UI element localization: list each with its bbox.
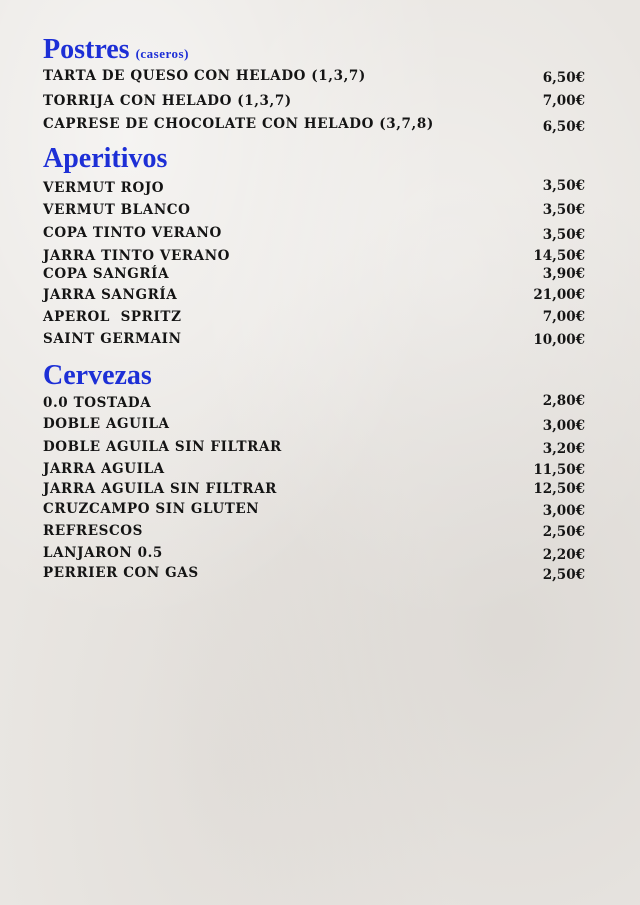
menu-item [43, 200, 585, 220]
menu-item-price: 6,50€ [542, 119, 585, 135]
menu-item-price: 2,50€ [542, 524, 585, 540]
menu-item-price: 14,50€ [533, 248, 585, 264]
menu-item-price: 2,50€ [542, 567, 585, 583]
section-title-cervezas [43, 360, 152, 392]
menu-item [43, 479, 585, 499]
menu-item [43, 521, 585, 541]
menu-item-price: 3,50€ [542, 202, 585, 218]
menu-item [43, 178, 585, 198]
menu-item-name: CAPRESE DE CHOCOLATE CON HELADO (3,7,8) [43, 116, 434, 132]
menu-item-name: TARTA DE QUESO CON HELADO (1,3,7) [43, 68, 366, 84]
section-title-aperitivos [43, 143, 167, 175]
menu-item-name: REFRESCOS [43, 523, 144, 539]
menu-item [43, 91, 585, 111]
menu-item-name: DOBLE AGUILA [43, 416, 170, 432]
section-title-text: Cervezas [43, 360, 152, 391]
menu-item-price: 7,00€ [542, 309, 585, 325]
menu-item [43, 246, 585, 266]
menu-item-name: VERMUT BLANCO [43, 202, 191, 218]
menu-item-name: JARRA SANGRÍA [43, 287, 178, 303]
menu-item [43, 459, 585, 479]
menu-item-price: 2,20€ [542, 547, 585, 563]
menu-item-price: 21,00€ [533, 287, 585, 303]
menu-item-name: JARRA AGUILA SIN FILTRAR [43, 481, 277, 497]
section-title-text: Aperitivos [43, 143, 168, 174]
menu-item [43, 66, 585, 86]
menu-item [43, 114, 585, 134]
menu-item [43, 563, 585, 583]
menu-item-price: 11,50€ [533, 462, 585, 478]
menu-item-name: VERMUT ROJO [43, 180, 165, 196]
menu-item-price: 3,90€ [542, 266, 585, 282]
menu-item-name: TORRIJA CON HELADO (1,3,7) [43, 93, 292, 109]
menu-item-price: 3,50€ [542, 178, 585, 194]
menu-item-price: 3,00€ [542, 418, 585, 434]
menu-item-price: 2,80€ [542, 393, 585, 409]
menu-item [43, 543, 585, 563]
menu-item-price: 7,00€ [542, 93, 585, 109]
menu-item [43, 393, 585, 413]
menu-item [43, 329, 585, 349]
menu-item-name: COPA TINTO VERANO [43, 225, 222, 241]
menu-item-name: SAINT GERMAIN [43, 331, 182, 347]
section-title-text: Postres [43, 34, 130, 65]
menu-item [43, 285, 585, 305]
menu-item-name: JARRA TINTO VERANO [43, 248, 231, 264]
menu-item-price: 3,50€ [542, 227, 585, 243]
menu-item-name: COPA SANGRÍA [43, 266, 170, 282]
menu-item [43, 437, 585, 457]
menu-item-price: 3,00€ [542, 503, 585, 519]
menu-item [43, 264, 585, 284]
menu-item-price: 10,00€ [533, 332, 585, 348]
menu-item-price: 12,50€ [533, 481, 585, 497]
menu-item-price: 3,20€ [542, 441, 585, 457]
menu-item-name: CRUZCAMPO SIN GLUTEN [43, 501, 260, 517]
section-subtitle: (caseros) [135, 46, 189, 61]
menu-item-name: PERRIER CON GAS [43, 565, 199, 581]
menu-item [43, 307, 585, 327]
menu-item-name: JARRA AGUILA [43, 461, 165, 477]
menu-item [43, 414, 585, 434]
menu-item-name: DOBLE AGUILA SIN FILTRAR [43, 439, 282, 455]
section-title-postres [43, 34, 189, 70]
menu-item [43, 223, 585, 243]
menu-item-price: 6,50€ [542, 70, 585, 86]
menu-item-name: APEROL SPRITZ [43, 309, 182, 325]
menu-item [43, 499, 585, 519]
menu-item-name: LANJARON 0.5 [43, 545, 163, 561]
menu-item-name: 0.0 TOSTADA [43, 395, 152, 411]
